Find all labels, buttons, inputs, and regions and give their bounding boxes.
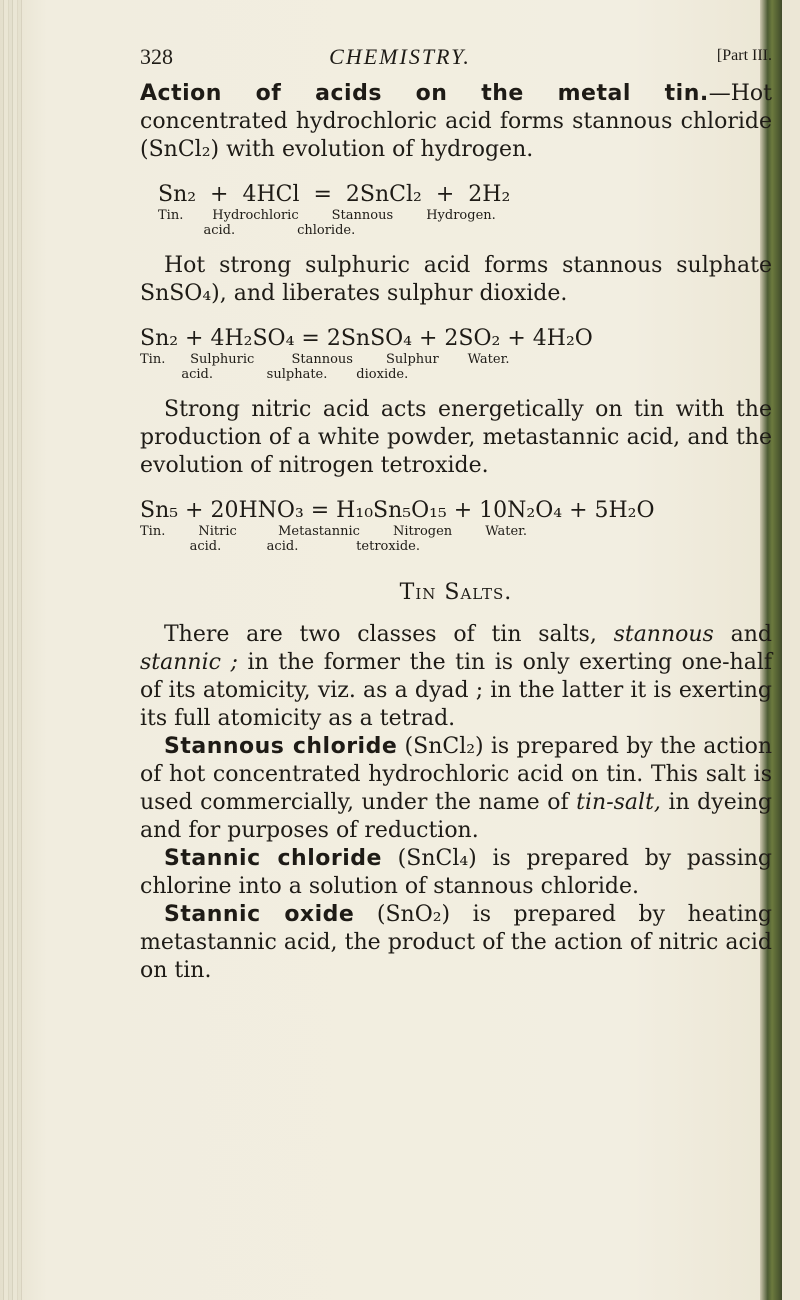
text-run: There are two classes of tin salts, [164, 622, 614, 647]
paragraph-sulphuric: Hot strong sulphuric acid forms stannous sulphate SnSO₄), and liberates sulphur dioxide. [140, 253, 772, 306]
running-head [140, 44, 772, 80]
page-content [140, 44, 772, 985]
paragraph-text: —Hot concentrated hydrochloric acid forms stannous chloride (SnCl₂) with evolution of hydrogen. [140, 81, 772, 162]
term-heading: Stannous chloride [164, 734, 398, 759]
part-label: [Part III. [716, 47, 772, 64]
italic-term: stannous [613, 622, 714, 647]
equation-formula: Sn₂ + 4H₂SO₄ = 2SnSO₄ + 2SO₂ + 4H₂O [140, 326, 593, 351]
page-gutter [0, 0, 22, 1300]
text-run: in the former the tin is only exerting one-half of its atomicity, viz. as a dyad ; in the latter it is exerting its full atomicity as a tetrad. [140, 650, 772, 731]
term-heading: Stannic oxide [164, 902, 355, 927]
equation-formula: Sn₂ + 4HCl = 2SnCl₂ + 2H₂ [158, 182, 511, 207]
text-run: and [713, 622, 772, 647]
equation-captions: Tin. Hydrochloric Stannous Hydrogen. acid. chloride. [158, 208, 496, 238]
italic-term: tin-salt, [576, 790, 661, 815]
term-heading: Stannic chloride [164, 846, 382, 871]
running-title: CHEMISTRY. [329, 44, 471, 69]
text-run: (SnCl₄) is prepared by passing chlorine into a solution of stannous chloride. [140, 846, 772, 899]
equation-sulphuric [140, 326, 772, 382]
text-run: (SnCl₂) is prepared by the action of hot concentrated hydrochloric acid on tin. This salt is used commercially, under the name of [140, 734, 772, 815]
paragraph-nitric: Strong nitric acid acts energetically on tin with the production of a white powder, metastannic acid, and the evolution of nitrogen tetroxide. [140, 397, 772, 478]
equation-nitric [140, 498, 772, 554]
paragraph-tin-salts-intro [140, 621, 772, 733]
paragraph-stannic-chloride [140, 845, 772, 901]
section-heading: Action of acids on the metal tin. [140, 81, 709, 106]
equation-captions: Tin. Sulphuric Stannous Sulphur Water. acid. sulphate. dioxide. [140, 352, 510, 382]
paragraph-action-of-acids [140, 80, 772, 164]
equation-formula: Sn₅ + 20HNO₃ = H₁₀Sn₅O₁₅ + 10N₂O₄ + 5H₂O [140, 498, 655, 523]
paragraph-stannous-chloride [140, 733, 772, 845]
text-run: (SnO₂) is prepared by heating metastannic acid, the product of the action of nitric acid on tin. [140, 902, 773, 983]
italic-term: stannic ; [140, 650, 238, 675]
page-number: 328 [140, 44, 173, 69]
paragraph-stannic-oxide [140, 901, 772, 985]
text-run: in dyeing and for purposes of reduction. [140, 790, 773, 843]
section-title-tin-salts: Tin Salts. [399, 580, 513, 605]
equation-hydrochloric [140, 182, 772, 238]
equation-captions: Tin. Nitric Metastannic Nitrogen Water. acid. acid. tetroxide. [140, 524, 528, 554]
